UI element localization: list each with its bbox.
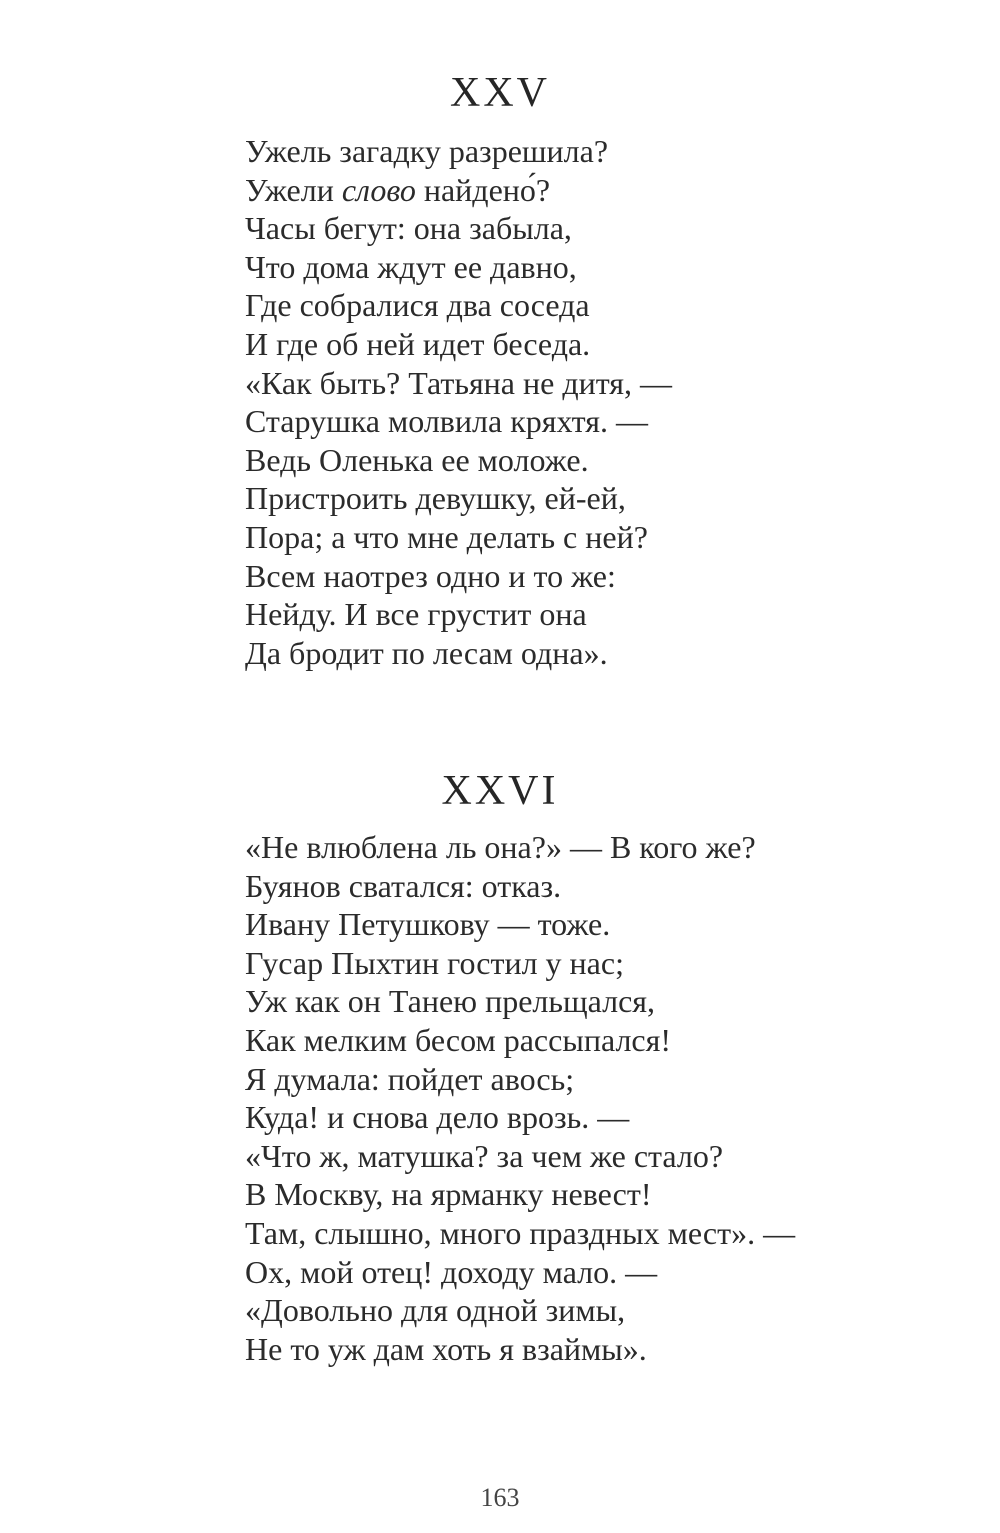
verse-line: Там, слышно, много праздных мест». —: [245, 1214, 796, 1251]
verse-line: Ох, мой отец! доходу мало. —: [245, 1253, 658, 1290]
verse-line: В Москву, на ярманку невест!: [245, 1176, 652, 1213]
verse-line: «Довольно для одной зимы,: [245, 1292, 626, 1329]
verse-line: Ужель загадку разрешила?: [245, 133, 609, 169]
verse-line: Не то уж дам хоть я взаймы».: [245, 1330, 647, 1367]
verse-line: Буянов сватался: отказ.: [245, 867, 562, 904]
page-number: 163: [480, 1483, 520, 1512]
verse-line: Пристроить девушку, ей-ей,: [245, 480, 626, 517]
verse-line: Где собралися два соседа: [245, 287, 590, 324]
stanza-xxvi: [0, 760, 1000, 1367]
stanza-lines: [245, 828, 795, 1368]
stanza-title: XXV: [450, 70, 550, 116]
verse-line: Как мелким бесом рассыпался!: [245, 1021, 671, 1058]
verse-line: Всем наотрез одно и то же:: [245, 557, 616, 594]
verse-line: Старушка молвила кряхтя. —: [245, 403, 648, 440]
verse-line: Ведь Оленька ее моложе.: [245, 441, 589, 478]
verse-line: «Как быть? Татьяна не дитя, —: [245, 364, 672, 401]
stanza-lines: [245, 132, 672, 672]
verse-line: «Не влюблена ль она?» — В кого же?: [245, 829, 756, 865]
verse-italic-text: слово: [341, 171, 416, 208]
verse-text: Ужели: [245, 171, 342, 208]
verse-line: Ивану Петушкову — тоже.: [245, 906, 611, 943]
verse-line: Куда! и снова дело врозь. —: [245, 1099, 630, 1136]
verse-line: «Что ж, матушка? за чем же стало?: [245, 1137, 724, 1174]
verse-line: Пора; а что мне делать с ней?: [245, 518, 648, 555]
verse-text: найдено́?: [415, 171, 551, 208]
verse-line: [245, 171, 672, 210]
stanza-title: XXVI: [441, 768, 559, 814]
verse-line: Что дома ждут ее давно,: [245, 248, 577, 285]
verse-line: И где об ней идет беседа.: [245, 325, 591, 362]
verse-line: Нейду. И все грустит она: [245, 596, 587, 633]
verse-line: Уж как он Танею прельщался,: [245, 983, 655, 1020]
verse-line: Я думала: пойдет авось;: [245, 1060, 575, 1097]
verse-line: Часы бегут: она забыла,: [245, 210, 572, 247]
verse-line: Да бродит по лесам одна».: [245, 634, 608, 671]
verse-line: Гусар Пыхтин гостил у нас;: [245, 944, 624, 981]
stanza-xxv: [0, 62, 1000, 671]
